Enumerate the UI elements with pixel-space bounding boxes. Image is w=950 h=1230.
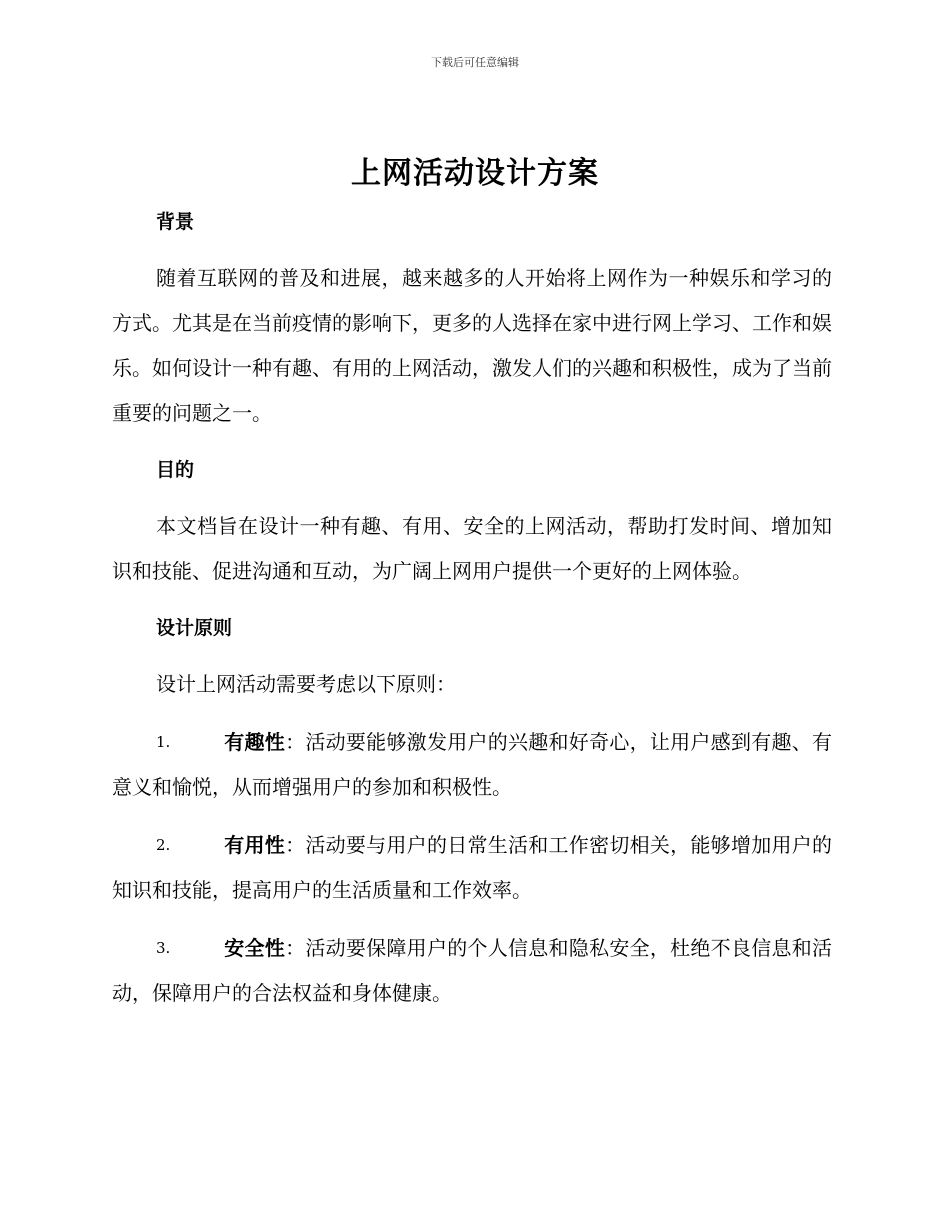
principle-term: 有用性: [224, 833, 286, 857]
section-heading-principles: 设计原则: [156, 617, 233, 639]
document-body: [112, 200, 832, 1016]
list-number: 1.: [156, 733, 171, 751]
section-heading-purpose: 目的: [156, 459, 195, 481]
paragraph-purpose: 本文档旨在设计一种有趣、有用、安全的上网活动，帮助打发时间、增加知识和技能、促进沟通和互动，为广阔上网用户提供一个更好的上网体验。: [112, 514, 832, 583]
principle-item-fun: [112, 720, 832, 810]
list-number: 2.: [156, 836, 171, 854]
section-heading-background: 背景: [156, 211, 195, 233]
list-number: 3.: [156, 939, 171, 957]
paragraph-principles-intro: 设计上网活动需要考虑以下原则：: [156, 672, 456, 696]
paragraph-background: 随着互联网的普及和进展，越来越多的人开始将上网作为一种娱乐和学习的方式。尤其是在当前疫情的影响下，更多的人选择在家中进行网上学习、工作和娱乐。如何设计一种有趣、有用的上网活动，激发人们的兴趣和积极性，成为了当前重要的问题之一。: [112, 266, 832, 425]
principle-text: ：活动要能够激发用户的兴趣和好奇心，让用户感到有趣、有意义和愉悦，从而增强用户的参加和积极性。: [112, 730, 833, 799]
document-title: 上网活动设计方案: [351, 156, 599, 191]
page-header-note: 下载后可任意编辑: [431, 56, 519, 69]
principle-text: ：活动要与用户的日常生活和工作密切相关，能够增加用户的知识和技能，提高用户的生活质量和工作效率。: [112, 833, 833, 902]
principle-term: 有趣性: [224, 730, 286, 754]
principle-item-useful: [112, 823, 832, 913]
principle-text: ：活动要保障用户的个人信息和隐私安全，杜绝不良信息和活动，保障用户的合法权益和身体健康。: [112, 936, 833, 1005]
principle-term: 安全性: [224, 936, 286, 960]
principle-item-safety: [112, 926, 832, 1016]
